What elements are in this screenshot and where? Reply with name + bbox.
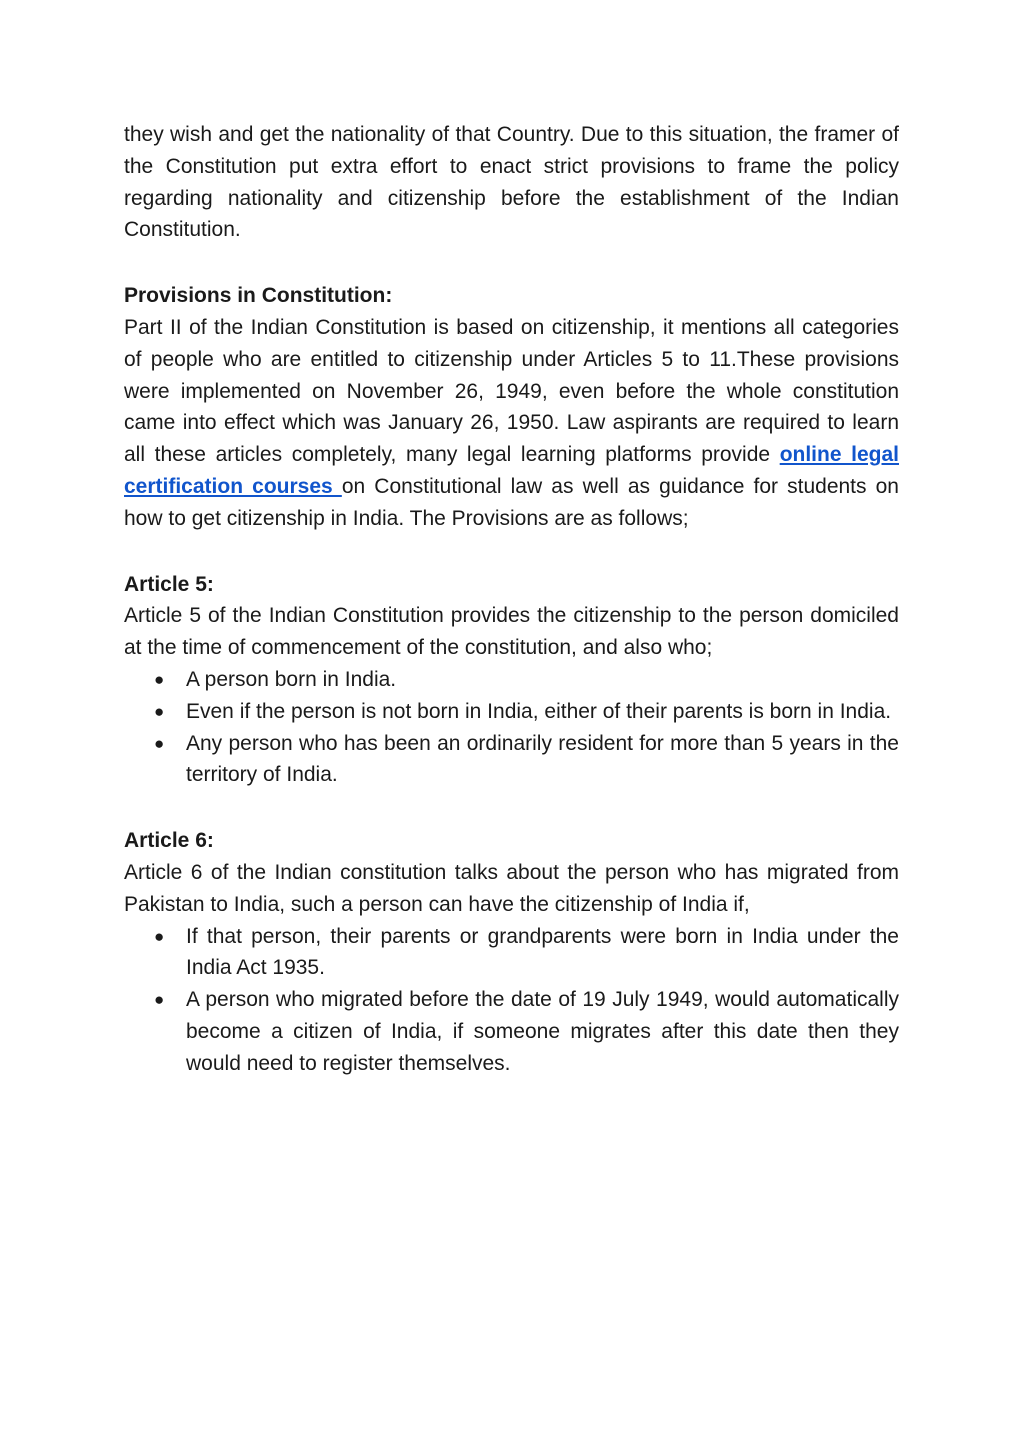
article5-heading: Article 5: xyxy=(124,572,214,596)
bullet-icon: ● xyxy=(154,926,165,946)
article6-paragraph: Article 6 of the Indian constitution talks about the person who has migrated from Pakistan to India, such a person can have the citizenship of India if, xyxy=(124,860,899,916)
article6-bullet-list xyxy=(124,921,899,1080)
list-item-text: If that person, their parents or grandparents were born in India under the India Act 1935. xyxy=(186,924,899,980)
list-item-text: Any person who has been an ordinarily resident for more than 5 years in the territory of India. xyxy=(186,731,899,787)
provisions-paragraph xyxy=(124,312,899,535)
list-item xyxy=(124,921,899,985)
list-item-text: A person who migrated before the date of 19 July 1949, would automatically become a citizen of India, if someone migrates after this date then they would need to register themselves. xyxy=(186,988,899,1075)
intro-paragraph: they wish and get the nationality of that Country. Due to this situation, the framer of the Constitution put extra effort to enact strict provisions to frame the policy regarding nationality and citizenship before the establishment of the Indian Constitution. xyxy=(124,123,899,242)
document-page xyxy=(124,119,899,1080)
list-item xyxy=(124,984,899,1079)
provisions-text-after-link: on Constitutional law as well as guidance for students on how to get citizenship in India. The Provisions are as follows; xyxy=(124,474,899,530)
bullet-icon: ● xyxy=(154,990,165,1010)
certification-courses-link[interactable]: online legal certification courses xyxy=(124,443,899,498)
article5-bullet-list xyxy=(124,664,899,791)
article6-heading: Article 6: xyxy=(124,829,214,853)
article5-paragraph: Article 5 of the Indian Constitution provides the citizenship to the person domiciled at the time of commencement of the constitution, and also who; xyxy=(124,604,899,660)
list-item-text: Even if the person is not born in India, either of their parents is born in India. xyxy=(186,699,892,723)
provisions-heading: Provisions in Constitution: xyxy=(124,284,393,308)
bullet-icon: ● xyxy=(154,669,165,689)
list-item xyxy=(124,728,899,792)
bullet-icon: ● xyxy=(154,733,165,753)
provisions-text-before-link: Part II of the Indian Constitution is based on citizenship, it mentions all categories of people who are entitled to citizenship under Articles 5 to 11.These provisions were implemented on November 26, 1949, even before the whole constitution came into effect which was January 26, 1950. Law aspirants are required to learn all these articles completely, many legal learning platforms provide xyxy=(124,315,899,467)
bullet-icon: ● xyxy=(154,701,165,721)
list-item xyxy=(124,664,899,696)
list-item xyxy=(124,696,899,728)
list-item-text: A person born in India. xyxy=(186,667,397,691)
